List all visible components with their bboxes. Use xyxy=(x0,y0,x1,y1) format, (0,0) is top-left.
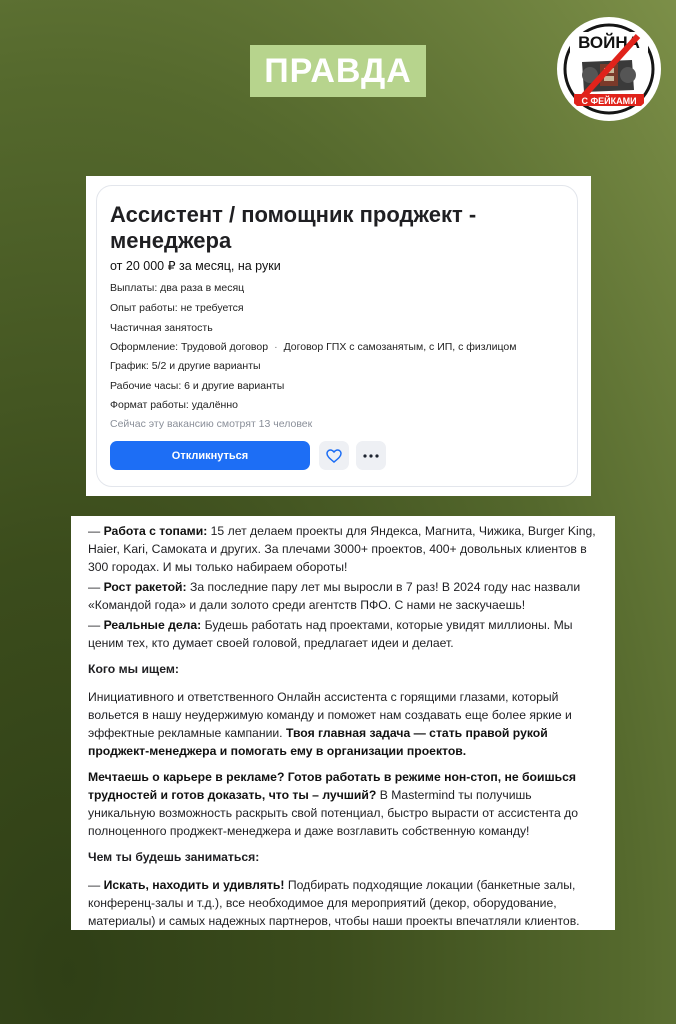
viewers-count: Сейчас эту вакансию смотрят 13 человек xyxy=(110,418,313,430)
career-text: В Mastermind ты получишь уникальную возможность раскрыть свой потенциал, быстро вырасти от ассистента до полноценного проджект-менеджера и даже возглавить собственную команду! xyxy=(88,788,579,838)
bullet-growth: — Рост ракетой: За последние пару лет мы выросли в 7 раз! В 2024 году нас назвали «Командой года» и дали золото среди агентств ПФО. С нами не заскучаешь! xyxy=(88,580,581,612)
section-heading-who: Кого мы ищем: xyxy=(88,662,179,676)
schedule: График: 5/2 и другие варианты xyxy=(110,360,261,372)
verdict-badge: ПРАВДА xyxy=(250,45,426,97)
who-bold-text: Твоя главная задача — стать правой рукой проджект-менеджера и помогать ему в организации проектов. xyxy=(88,726,548,758)
vacancy-card xyxy=(86,176,591,496)
contract-type-a: Оформление: Трудовой договор xyxy=(110,341,269,353)
task-heading: Искать, находить и удивлять! xyxy=(103,878,285,892)
career-paragraph xyxy=(88,768,600,840)
bullet-text: За последние пару лет мы выросли в 7 раз! В 2024 году нас назвали «Командой года» и дали золото среди агентств ПФО. С нами не заскучаешь! xyxy=(88,580,581,612)
bullet-heading: Рост ракетой: xyxy=(103,580,187,594)
vacancy-title: Ассистент / помощник проджект - менеджера xyxy=(110,202,477,253)
salary: от 20 000 ₽ за месяц, на руки xyxy=(110,259,281,273)
employment-type: Частичная занятость xyxy=(110,322,213,334)
payouts: Выплаты: два раза в месяц xyxy=(110,282,245,294)
favorite-button[interactable] xyxy=(319,441,349,470)
logo-bottom-text: С ФЕЙКАМИ xyxy=(581,96,637,106)
logo-top-text: ВОЙНА xyxy=(578,33,640,52)
bullet-top-clients: — Работа с топами: 15 лет делаем проекты для Яндекса, Магнита, Чижика, Burger King, Haier, Kari, Самоката и других. За плечами 3000+ проектов, 400+ довольных клиентов в 300 городах. И мы только набираем обороты! xyxy=(88,524,596,574)
apply-button[interactable]: Откликнуться xyxy=(110,441,310,470)
bullet-heading: Работа с топами: xyxy=(103,524,208,538)
task-search: — Искать, находить и удивлять! Подбирать подходящие локации (банкетные залы, конференц-залы и т.д.), все необходимое для мероприятий (декор, оборудование, материалы) и самых надежных партнеров, чтобы наши проекты впечатляли клиентов. xyxy=(88,878,580,928)
career-bold-text: Мечтаешь о карьере в рекламе? Готов работать в режиме нон-стоп, не боишься трудностей и готов доказать, что ты – лучший? xyxy=(88,770,577,802)
bullet-heading: Реальные дела: xyxy=(103,618,202,632)
contract-type-b: Договор ГПХ с самозанятым, с ИП, с физлицом xyxy=(283,341,517,353)
more-options-button[interactable] xyxy=(356,441,386,470)
task-text: Подбирать подходящие локации (банкетные залы, конференц-залы и т.д.), все необходимое для мероприятий (декор, оборудование, материалы) и самых надежных партнеров, чтобы наши проекты впечатляли клиентов. xyxy=(88,878,580,928)
section-heading-tasks: Чем ты будешь заниматься: xyxy=(88,850,260,864)
who-paragraph xyxy=(88,688,600,760)
who-text: Инициативного и ответственного Онлайн ассистента с горящими глазами, который вольется в нашу неудержимую команду и поможет нам создавать еще более яркие и эффектные рекламные кампании. xyxy=(88,690,572,740)
more-dots-icon xyxy=(363,454,379,458)
heart-icon xyxy=(326,449,342,463)
bullet-text: Будешь работать над проектами, которые увидят миллионы. Мы ценим тех, кто думает своей головой, предлагает идеи и делает. xyxy=(88,618,573,650)
bullet-text: 15 лет делаем проекты для Яндекса, Магнита, Чижика, Burger King, Haier, Kari, Самоката и других. За плечами 3000+ проектов, 400+ довольных клиентов в 300 городах. И мы только набираем обороты! xyxy=(88,524,596,574)
work-hours: Рабочие часы: 6 и другие варианты xyxy=(110,380,285,392)
experience: Опыт работы: не требуется xyxy=(110,302,244,314)
work-format: Формат работы: удалённо xyxy=(110,399,238,411)
vacancy-description xyxy=(71,516,615,930)
contract-type: Оформление: Трудовой договор · Договор ГПХ с самозанятым, с ИП, с физлицом xyxy=(110,341,517,353)
bullet-real-work: — Реальные дела: Будешь работать над проектами, которые увидят миллионы. Мы ценим тех, кто думает своей головой, предлагает идеи и делает. xyxy=(88,618,573,650)
fact-check-logo xyxy=(557,17,661,121)
